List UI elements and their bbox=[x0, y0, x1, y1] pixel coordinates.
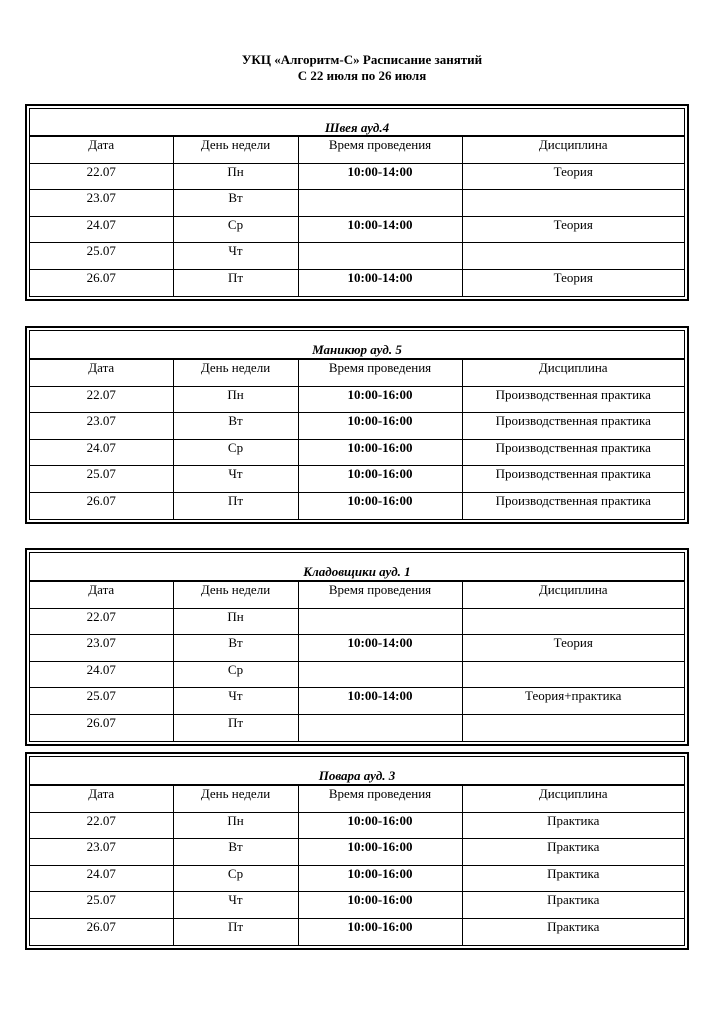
date-cell: 26.07 bbox=[30, 918, 173, 944]
header-row bbox=[30, 582, 684, 609]
time-cell: 10:00-16:00 bbox=[298, 439, 462, 466]
discipline-cell: Практика bbox=[462, 892, 684, 919]
date-cell: 25.07 bbox=[30, 892, 173, 919]
table-row bbox=[30, 216, 684, 243]
column-header: Время проведения bbox=[298, 786, 462, 813]
time-cell: 10:00-16:00 bbox=[298, 892, 462, 919]
date-cell: 22.07 bbox=[30, 608, 173, 635]
weekday-cell: Пн bbox=[173, 386, 298, 413]
time-cell: 10:00-14:00 bbox=[298, 216, 462, 243]
weekday-cell: Пт bbox=[173, 269, 298, 295]
header-row bbox=[30, 137, 684, 164]
column-header: Дата bbox=[30, 582, 173, 609]
date-cell: 26.07 bbox=[30, 714, 173, 740]
discipline-cell: Производственная практика bbox=[462, 439, 684, 466]
weekday-cell: Пн bbox=[173, 608, 298, 635]
weekday-cell: Чт bbox=[173, 243, 298, 270]
weekday-cell: Пт bbox=[173, 918, 298, 944]
table-row bbox=[30, 413, 684, 440]
table-row bbox=[30, 608, 684, 635]
date-cell: 24.07 bbox=[30, 439, 173, 466]
weekday-cell: Чт bbox=[173, 688, 298, 715]
schedule-table bbox=[25, 752, 689, 950]
table-row bbox=[30, 386, 684, 413]
column-header: Дисциплина bbox=[462, 137, 684, 164]
discipline-cell: Производственная практика bbox=[462, 413, 684, 440]
discipline-cell: Производственная практика bbox=[462, 386, 684, 413]
discipline-cell: Практика bbox=[462, 812, 684, 839]
time-cell: 10:00-16:00 bbox=[298, 812, 462, 839]
date-cell: 24.07 bbox=[30, 661, 173, 688]
date-cell: 26.07 bbox=[30, 492, 173, 518]
time-cell: 10:00-16:00 bbox=[298, 492, 462, 518]
table-row bbox=[30, 688, 684, 715]
weekday-cell: Пн bbox=[173, 163, 298, 190]
time-cell: 10:00-16:00 bbox=[298, 839, 462, 866]
table-row bbox=[30, 865, 684, 892]
column-header: День недели bbox=[173, 360, 298, 387]
table-row bbox=[30, 466, 684, 493]
time-cell: 10:00-14:00 bbox=[298, 163, 462, 190]
date-cell: 25.07 bbox=[30, 466, 173, 493]
column-header: День недели bbox=[173, 137, 298, 164]
date-cell: 25.07 bbox=[30, 243, 173, 270]
discipline-cell bbox=[462, 661, 684, 688]
table-row bbox=[30, 439, 684, 466]
weekday-cell: Ср bbox=[173, 865, 298, 892]
time-cell: 10:00-14:00 bbox=[298, 635, 462, 662]
discipline-cell: Теория bbox=[462, 163, 684, 190]
date-range: С 22 июля по 26 июля bbox=[297, 68, 427, 83]
time-cell bbox=[298, 714, 462, 740]
table-row bbox=[30, 812, 684, 839]
column-header: Время проведения bbox=[298, 137, 462, 164]
schedule-table bbox=[25, 104, 689, 301]
discipline-cell: Производственная практика bbox=[462, 492, 684, 518]
table-row bbox=[30, 918, 684, 944]
weekday-cell: Пн bbox=[173, 812, 298, 839]
time-cell: 10:00-16:00 bbox=[298, 466, 462, 493]
date-cell: 24.07 bbox=[30, 216, 173, 243]
weekday-cell: Пт bbox=[173, 492, 298, 518]
time-cell: 10:00-16:00 bbox=[298, 918, 462, 944]
time-cell: 10:00-16:00 bbox=[298, 413, 462, 440]
time-cell: 10:00-14:00 bbox=[298, 269, 462, 295]
discipline-cell: Практика bbox=[462, 839, 684, 866]
discipline-cell bbox=[462, 714, 684, 740]
date-cell: 25.07 bbox=[30, 688, 173, 715]
column-header: Дисциплина bbox=[462, 786, 684, 813]
column-header: Дисциплина bbox=[462, 360, 684, 387]
column-header: Дата bbox=[30, 137, 173, 164]
date-cell: 23.07 bbox=[30, 839, 173, 866]
table-row bbox=[30, 492, 684, 518]
discipline-cell bbox=[462, 608, 684, 635]
date-cell: 26.07 bbox=[30, 269, 173, 295]
column-header: Дисциплина bbox=[462, 582, 684, 609]
time-cell: 10:00-16:00 bbox=[298, 865, 462, 892]
table-row bbox=[30, 839, 684, 866]
weekday-cell: Чт bbox=[173, 892, 298, 919]
discipline-cell: Теория+практика bbox=[462, 688, 684, 715]
table-caption: Маникюр ауд. 5 bbox=[30, 331, 684, 359]
table-row bbox=[30, 163, 684, 190]
header-row bbox=[30, 786, 684, 813]
weekday-cell: Вт bbox=[173, 413, 298, 440]
date-cell: 23.07 bbox=[30, 635, 173, 662]
date-cell: 22.07 bbox=[30, 812, 173, 839]
column-header: Дата bbox=[30, 786, 173, 813]
column-header: Дата bbox=[30, 360, 173, 387]
weekday-cell: Вт bbox=[173, 190, 298, 217]
weekday-cell: Ср bbox=[173, 216, 298, 243]
discipline-cell bbox=[462, 243, 684, 270]
weekday-cell: Вт bbox=[173, 635, 298, 662]
date-cell: 22.07 bbox=[30, 163, 173, 190]
column-header: Время проведения bbox=[298, 360, 462, 387]
time-cell: 10:00-16:00 bbox=[298, 386, 462, 413]
table-caption: Повара ауд. 3 bbox=[30, 757, 684, 785]
document-title: УКЦ «Алгоритм-С» Расписание занятий bbox=[241, 52, 483, 67]
discipline-cell: Производственная практика bbox=[462, 466, 684, 493]
discipline-cell bbox=[462, 190, 684, 217]
column-header: День недели bbox=[173, 582, 298, 609]
date-cell: 23.07 bbox=[30, 413, 173, 440]
table-row bbox=[30, 269, 684, 295]
table-caption: Швея ауд.4 bbox=[30, 109, 684, 136]
time-cell bbox=[298, 190, 462, 217]
table-row bbox=[30, 714, 684, 740]
weekday-cell: Ср bbox=[173, 661, 298, 688]
discipline-cell: Теория bbox=[462, 216, 684, 243]
schedule-table bbox=[25, 548, 689, 746]
weekday-cell: Чт bbox=[173, 466, 298, 493]
date-cell: 23.07 bbox=[30, 190, 173, 217]
weekday-cell: Вт bbox=[173, 839, 298, 866]
weekday-cell: Ср bbox=[173, 439, 298, 466]
discipline-cell: Теория bbox=[462, 269, 684, 295]
time-cell: 10:00-14:00 bbox=[298, 688, 462, 715]
table-row bbox=[30, 661, 684, 688]
date-cell: 22.07 bbox=[30, 386, 173, 413]
time-cell bbox=[298, 243, 462, 270]
table-row bbox=[30, 892, 684, 919]
discipline-cell: Практика bbox=[462, 918, 684, 944]
discipline-cell: Теория bbox=[462, 635, 684, 662]
column-header: День недели bbox=[173, 786, 298, 813]
weekday-cell: Пт bbox=[173, 714, 298, 740]
schedule-table bbox=[25, 326, 689, 524]
date-cell: 24.07 bbox=[30, 865, 173, 892]
table-row bbox=[30, 635, 684, 662]
table-caption: Кладовщики ауд. 1 bbox=[30, 553, 684, 581]
time-cell bbox=[298, 608, 462, 635]
discipline-cell: Практика bbox=[462, 865, 684, 892]
table-row bbox=[30, 190, 684, 217]
table-row bbox=[30, 243, 684, 270]
header-row bbox=[30, 360, 684, 387]
column-header: Время проведения bbox=[298, 582, 462, 609]
time-cell bbox=[298, 661, 462, 688]
